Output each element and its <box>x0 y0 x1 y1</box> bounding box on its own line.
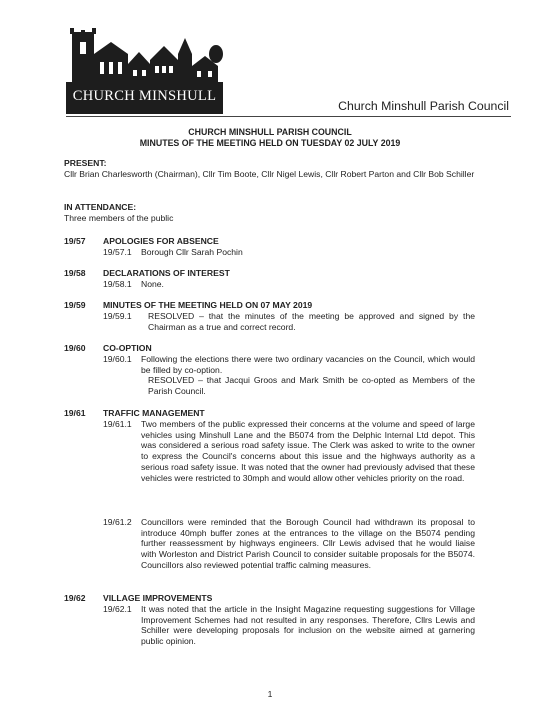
minute-number: 19/60.1 <box>103 354 132 364</box>
logo-text: CHURCH MINSHULL <box>72 88 217 104</box>
present-text: Cllr Brian Charlesworth (Chairman), Cllr Tim Boote, Cllr Nigel Lewis, Cllr Robert Parton and Cllr Bob Schiller <box>64 168 475 179</box>
minute-entry <box>103 604 475 647</box>
item-heading: CO-OPTION <box>103 343 152 353</box>
document-subtitle: MINUTES OF THE MEETING HELD ON TUESDAY 02 JULY 2019 <box>139 138 401 148</box>
item-heading: TRAFFIC MANAGEMENT <box>103 408 205 418</box>
minute-number: 19/61.1 <box>103 419 132 429</box>
page-number: 1 <box>267 689 273 699</box>
minute-text: RESOLVED – that the minutes of the meeting be approved and signed by the Chairman as a true and correct record. <box>148 311 475 332</box>
minute-entry <box>103 247 475 258</box>
item-number: 19/62 <box>64 593 86 603</box>
attendance-text: Three members of the public <box>64 212 174 223</box>
minute-text: Borough Cllr Sarah Pochin <box>141 247 243 257</box>
minute-entry <box>103 354 475 397</box>
minute-text: Following the elections there were two ordinary vacancies on the Council, which would be filled by co-option. <box>141 354 475 375</box>
present-section <box>64 158 476 179</box>
item-number: 19/60 <box>64 343 86 353</box>
minute-number: 19/57.1 <box>103 247 132 257</box>
minute-entry <box>103 311 475 332</box>
header-divider <box>66 116 511 117</box>
attendance-section <box>64 202 476 223</box>
minute-number: 19/59.1 <box>103 311 132 321</box>
council-name: Church Minshull Parish Council <box>338 99 509 113</box>
item-number: 19/61 <box>64 408 86 418</box>
minute-text: Two members of the public expressed their concerns at the volume and speed of large vehicles using Minshull Lane and the B5074 from the Delphic Internal Ltd depot. This was considered a serious road safety issue. The Clerk was asked to write to the owner to express the Council's concerns about this issue and the highways authority as a serious road safety issue. It was noted that the owner had previously advised that these vehicles were restricted to 30mph and would allow other vehicles priority on the road. <box>141 419 475 483</box>
minute-text: It was noted that the article in the Insight Magazine requesting suggestions for Village Improvement Schemes had not resulted in any responses. Therefore, Cllrs Lewis and Schiller were developing proposals for inclusion on the website aimed at garnering public opinion. <box>141 604 475 647</box>
minute-entry <box>103 419 475 483</box>
present-label: PRESENT: <box>64 158 107 168</box>
item-heading: DECLARATIONS OF INTEREST <box>103 268 230 278</box>
item-heading: VILLAGE IMPROVEMENTS <box>103 593 213 603</box>
item-heading: MINUTES OF THE MEETING HELD ON 07 MAY 2019 <box>103 300 313 310</box>
attendance-label: IN ATTENDANCE: <box>64 202 137 212</box>
minute-text: Councillors were reminded that the Borough Council had withdrawn its proposal to introduce 40mph buffer zones at the entrances to the village on the B5074 pending further reassessment by highways engineers. Cllr Lewis advised that he would liaise with Worleston and District Parish Council to consider suitable proposals for the B5074. Councillors also reviewed potential traffic calming measures. <box>141 517 475 570</box>
item-number: 19/57 <box>64 236 86 246</box>
church-minshull-logo <box>66 24 223 114</box>
minute-entry <box>103 279 475 290</box>
item-heading: APOLOGIES FOR ABSENCE <box>103 236 219 246</box>
resolved-text: RESOLVED – that Jacqui Groos and Mark Smith be co-opted as Members of the Parish Council. <box>148 375 475 397</box>
item-number: 19/58 <box>64 268 86 278</box>
document-title: CHURCH MINSHULL PARISH COUNCIL <box>188 127 352 137</box>
item-number: 19/59 <box>64 300 86 310</box>
minute-number: 19/62.1 <box>103 604 132 614</box>
minute-number: 19/58.1 <box>103 279 132 289</box>
minute-number: 19/61.2 <box>103 517 132 527</box>
minute-text: None. <box>141 279 164 289</box>
minute-entry <box>103 517 475 571</box>
